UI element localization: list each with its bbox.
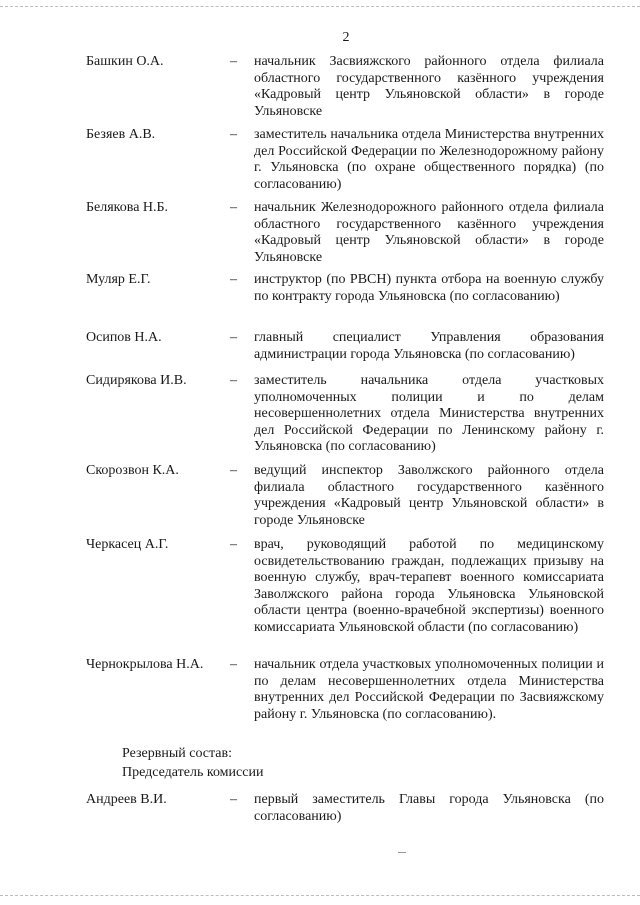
dash: – [230, 373, 237, 388]
member-description: начальник Железнодорожного районного отдела филиала областного государственного казённого учреждения «Кадровый центр Ульяновской области» в городе Ульяновске [254, 200, 604, 265]
dash: – [230, 54, 237, 69]
member-name: Черкасец А.Г. [86, 537, 169, 552]
top-scan-edge [0, 6, 640, 7]
member-name: Белякова Н.Б. [86, 200, 169, 215]
member-name: Башкин О.А. [86, 54, 164, 69]
member-description: начальник отдела участковых уполномоченных полиции и по делам несовершеннолетних отдела Министерства внутренних дел Российской Федерации по Засвияжскому району г. Ульяновска (по согласованию). [254, 657, 604, 722]
member-name: Осипов Н.А. [86, 330, 162, 345]
page-number: 2 [342, 30, 350, 45]
scan-mark [398, 852, 406, 853]
bottom-scan-edge [0, 895, 640, 896]
dash: – [230, 657, 237, 672]
dash: – [230, 272, 237, 287]
member-description: начальник Засвияжского районного отдела филиала областного государственного казённого учреждения «Кадровый центр Ульяновской области» в городе Ульяновске [254, 54, 604, 119]
dash: – [230, 463, 237, 478]
member-description: первый заместитель Главы города Ульяновска (по согласованию) [254, 792, 604, 824]
member-description: ведущий инспектор Заволжского районного отдела филиала областного государственного казённого учреждения «Кадровый центр Ульяновской области» в городе Ульяновске [254, 463, 604, 528]
member-name: Сидирякова И.В. [86, 373, 187, 388]
dash: – [230, 792, 237, 807]
member-name: Безяев А.В. [86, 127, 156, 142]
dash: – [230, 127, 237, 142]
member-description: врач, руководящий работой по медицинскому освидетельствованию граждан, подлежащих призыву на военную службу, врач-терапевт военного комиссариата Заволжского района города Ульяновска Ульяновской области центра (военно-врачебной экспертизы) военного комиссариата Ульяновской области (по согласованию) [254, 537, 604, 635]
member-description: инструктор (по РВСН) пункта отбора на военную службу по контракту города Ульяновска (по согласованию) [254, 272, 604, 304]
dash: – [230, 200, 237, 215]
dash: – [230, 537, 237, 552]
member-description: заместитель начальника отдела Министерства внутренних дел Российской Федерации по Железнодорожному району г. Ульяновска (по охране общественного порядка) (по согласованию) [254, 127, 604, 192]
member-name: Муляр Е.Г. [86, 272, 151, 287]
dash: – [230, 330, 237, 345]
reserve-subheading: Председатель комиссии [122, 765, 264, 780]
member-name: Чернокрылова Н.А. [86, 657, 204, 672]
reserve-heading: Резервный состав: [122, 746, 233, 761]
member-name: Андреев В.И. [86, 792, 167, 807]
member-description: главный специалист Управления образования администрации города Ульяновска (по согласованию) [254, 330, 604, 362]
member-description: заместитель начальника отдела участковых уполномоченных полиции и по делам несовершеннолетних отдела Министерства внутренних дел Российской Федерации по Ленинскому району г. Ульяновска (по согласованию) [254, 373, 604, 454]
member-name: Скорозвон К.А. [86, 463, 179, 478]
